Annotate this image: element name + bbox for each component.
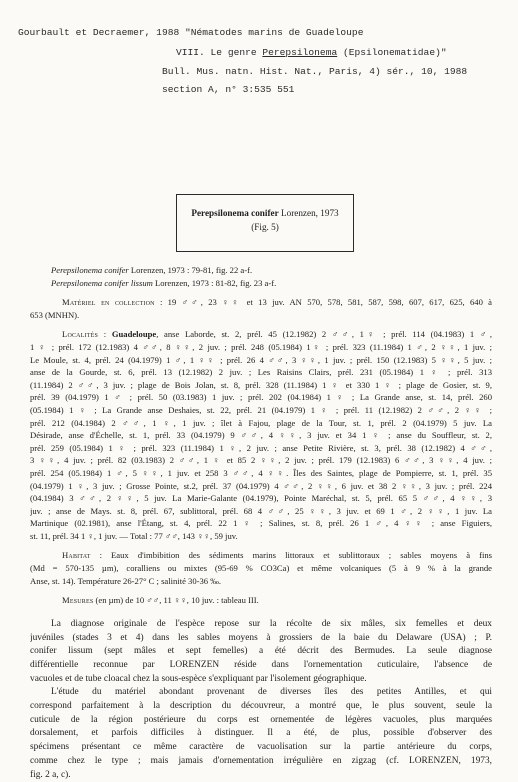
species-title-box [176,194,354,252]
habitat-line: (Md = 570-135 µm), coralliens ou mixtes (95-69 % CO3Ca) et même volcaniques (5 à 9 % à la grande [30,563,492,574]
synonym-reference: Lorenzen, 1973 : 81-82, fig. 23 a-f. [152,277,277,288]
header-line-1 [18,27,363,38]
discussion-line: dorsalement, et parfois difficiles à distinguer. Il a été, de plus, possible d'observer des [30,728,492,739]
synonymy-entry [30,277,492,290]
discussion-line: vacuoles et de tube cloacal chez la sous-espèce s'expliquant par l'isolement géographique. [30,673,367,684]
header-title-start: , 1988 "Nématodes marins de Guadeloupe [144,27,364,38]
localites-line: prél. 212 (04.1984) 2 ♂♂, 1 ♀, 1 juv. ; îlet à Fajou, plage de la Tour, st. 1, prél. 2 (04.1979) 5 juv. La [30,417,492,428]
species-name: Perepsilonema conifer [191,208,279,218]
discussion-line: spécimens présentant ce même caractère de vacuolisation sur la partie antérieure du corps, [30,742,492,753]
discussion-line: correspond parfaitement à la description du découvreur, a montré que, le plus souvent, seule la [30,701,492,712]
localites-line: prél. 39 (04.1979) 1 ♂ ; prél. 50 (03.1983) 1 juv. ; prél. 202 (04.1984) 1 ♀ ; La Grande anse, st. 14, prél. 260 [30,392,492,403]
header-line-2 [176,47,447,58]
header-family: (Epsilonematidae)" [337,47,447,58]
localites-line: Désirade, anse d'Échelle, st. 1, prél. 33 (04.1979) 9 ♂♂, 4 ♀♀, 3 juv. et 34 1 ♀ ; anse du Souffleur, st. 2, [30,430,492,441]
header-title-genre: VIII. Le genre [176,47,263,58]
materiel-paragraph [30,296,492,321]
discussion-line: fig. 2 a, c). [30,769,71,780]
localites-line: Localités : Guadeloupe, anse Laborde, st. 2, prél. 45 (12.1982) 2 ♂♂, 1♀ ; prél. 114 (04.1983) 1 ♂, [62,329,492,340]
header-section: section A, n° 3:535 551 [162,84,295,95]
discussion-line: L'étude du matériel abondant provenant de diverses îles des petites Antilles, et qui [51,687,492,698]
species-title [177,206,353,220]
synonym-name: Perepsilonema conifer [51,265,129,275]
header-author-name: Decraemer [92,27,145,38]
species-author: Lorenzen, 1973 [278,208,339,218]
discussion-line: conifer lissum (sept mâles et sept femelles) a été décrit des Bermudes. La seule diagnose [30,646,492,657]
materiel-line: 653 (MNHN). [30,309,80,320]
localites-line: st. 11, prél. 34 1 ♀, 1 juv. — Total : 77 ♂♂, 143 ♀♀, 59 juv. [30,530,238,541]
localites-line: (04.1979) 1 ♀, 3 juv. ; Grosse Pointe, st.2, prél. 37 (04.1979) 4 ♂♂, 2 ♀♀, 6 juv. et 38 2 ♀♀, 3 juv. ; prél. 224 [30,480,492,491]
header-genus: Perepsilonema [262,47,338,58]
discussion-line: juvéniles (stades 3 et 4) dans les sables moyens à grossiers de la baie du Delaware (USA) ; P. [30,632,492,643]
discussion-line: comme chez le type ; mais jamais d'ornementation irrégulière en zigzag (cf. LORENZEN, 1973, [30,755,492,766]
localites-line: (04.1984) 3 ♂♂, 2 ♀♀, 5 juv. La Marie-Galante (04.1979), Pointe Maréchal, st. 5, prél. 65 5 ♂♂, 4 ♀♀, 3 [30,493,492,504]
localites-line: 3 ♀♀, 4 juv. ; prél. 82 (03.1983) 2 ♂♂, 1 ♀ et 85 2 ♀♀, 2 juv. ; prél. 179 (12.1983) 6 ♂♂, 3 ♀♀, 4 juv. ; [30,455,492,466]
header-journal: Bull. Mus. natn. Hist. Nat., Paris, 4) sér., 10, 1988 [162,66,468,77]
synonymy-entry [30,264,492,277]
localites-line: (05.1984) 1 ♀ ; La Grande anse Deshaies, st. 22, prél. 21 (04.1979) 1 ♀ ; prél. 11 (12.1982) 2 ♂♂, 2 ♀♀ ; [30,404,492,415]
habitat-line: Habitat : Eaux d'imbibition des sédiments marins littoraux et sublittoraux ; sables moyens à fins [62,550,492,561]
mesures-paragraph: Mesures (en µm) de 10 ♂♂, 11 ♀♀, 10 juv. : tableau III. [62,595,259,606]
localites-paragraph [30,328,492,542]
localites-line: prél. 259 (05.1984) 1 ♀ ; prél. 323 (11.1984) 1 ♀, 2 juv. ; anse Petite Rivière, st. 3, prél. 38 (12.1982) 4 ♂♂, [30,442,492,453]
localites-line: prél. 254 (05.1984) 1 ♂, 5 ♀♀, 1 juv. et 258 3 ♂♂, 4 ♀♀. Îles des Saintes, plage de Pompierre, st. 1, prél. 35 [30,467,492,478]
localites-label: Localités [62,329,99,340]
localites-line: anse de la Gourde, st. 6, prél. 13 (12.1982) 2 juv. ; Les Raisins Clairs, prél. 231 (05.1984) 1 ♀ ; prél. 313 [30,367,492,378]
materiel-label: Matériel en collection [62,297,155,308]
discussion-line: La diagnose originale de l'espèce repose sur la récolte de six mâles, six femelles et deux [51,618,492,629]
localites-line: 1 ♀ ; prél. 172 (12.1983) 4 ♂♂, 8 ♀♀, 2 juv. ; prél. 248 (05.1984) 1♀ ; prél. 323 (11.1984) 1 ♂, 2 ♀♀, 1 juv. ; [30,341,492,352]
main-text [30,264,492,782]
synonymy-list [30,264,492,289]
figure-reference: (Fig. 5) [251,222,279,232]
synonym-name: Perepsilonema conifer lissum [51,277,153,288]
localites-line: Martinique (02.1981), anse l'Étang, st. 4, prél. 22 1 ♀ ; Salines, st. 8, prél. 26 1 ♂, 4 ♀♀ ; anse Figuiers, [30,518,492,529]
mesures-label: Mesures [62,595,94,606]
discussion-line: cuticule de la région postérieure du corps est ornementée de légères vacuoles, plus marquées [30,714,492,725]
header-authors: Gourbault et [18,27,93,38]
discussion-line: différentielle reconnue par LORENZEN réside dans l'ornementation cuticulaire, l'absence de [30,659,492,670]
localites-island: Guadeloupe [111,329,157,340]
habitat-label: Habitat [62,550,91,561]
localites-line: (11.1984) 2 ♂♂, 3 juv. ; plage de Bois Jolan, st. 8, prél. 328 (11.1984) 1 ♀ et 330 1 ♀ ; plage de Gosier, st. 9, [30,379,492,390]
materiel-line: Matériel en collection : 19 ♂♂, 23 ♀♀ et 13 juv. AN 570, 578, 581, 587, 598, 607, 617, 625, 640 à [62,297,492,308]
localites-line: Le Moule, st. 4, prél. 24 (04.1979) 1 ♂, 1 ♀♀ ; prél. 26 4 ♂♂, 3 ♀♀, 1 juv. ; prél. 150 (12.1983) 5 ♀♀, 5 juv. ; [30,354,492,365]
habitat-paragraph [30,549,492,587]
localites-line: juv. ; anse de Mays. st. 8, prél. 67, sublittoral, prél. 68 4 ♂♂, 25 ♀♀, 3 juv. et 69 1 ♂, 2 ♀♀, 1 juv. La [30,505,492,516]
synonym-reference: Lorenzen, 1973 : 79-81, fig. 22 a-f. [128,265,253,275]
habitat-line: Anse, st. 14). Température 26-27° C ; salinité 30-36 ‰. [30,575,221,586]
